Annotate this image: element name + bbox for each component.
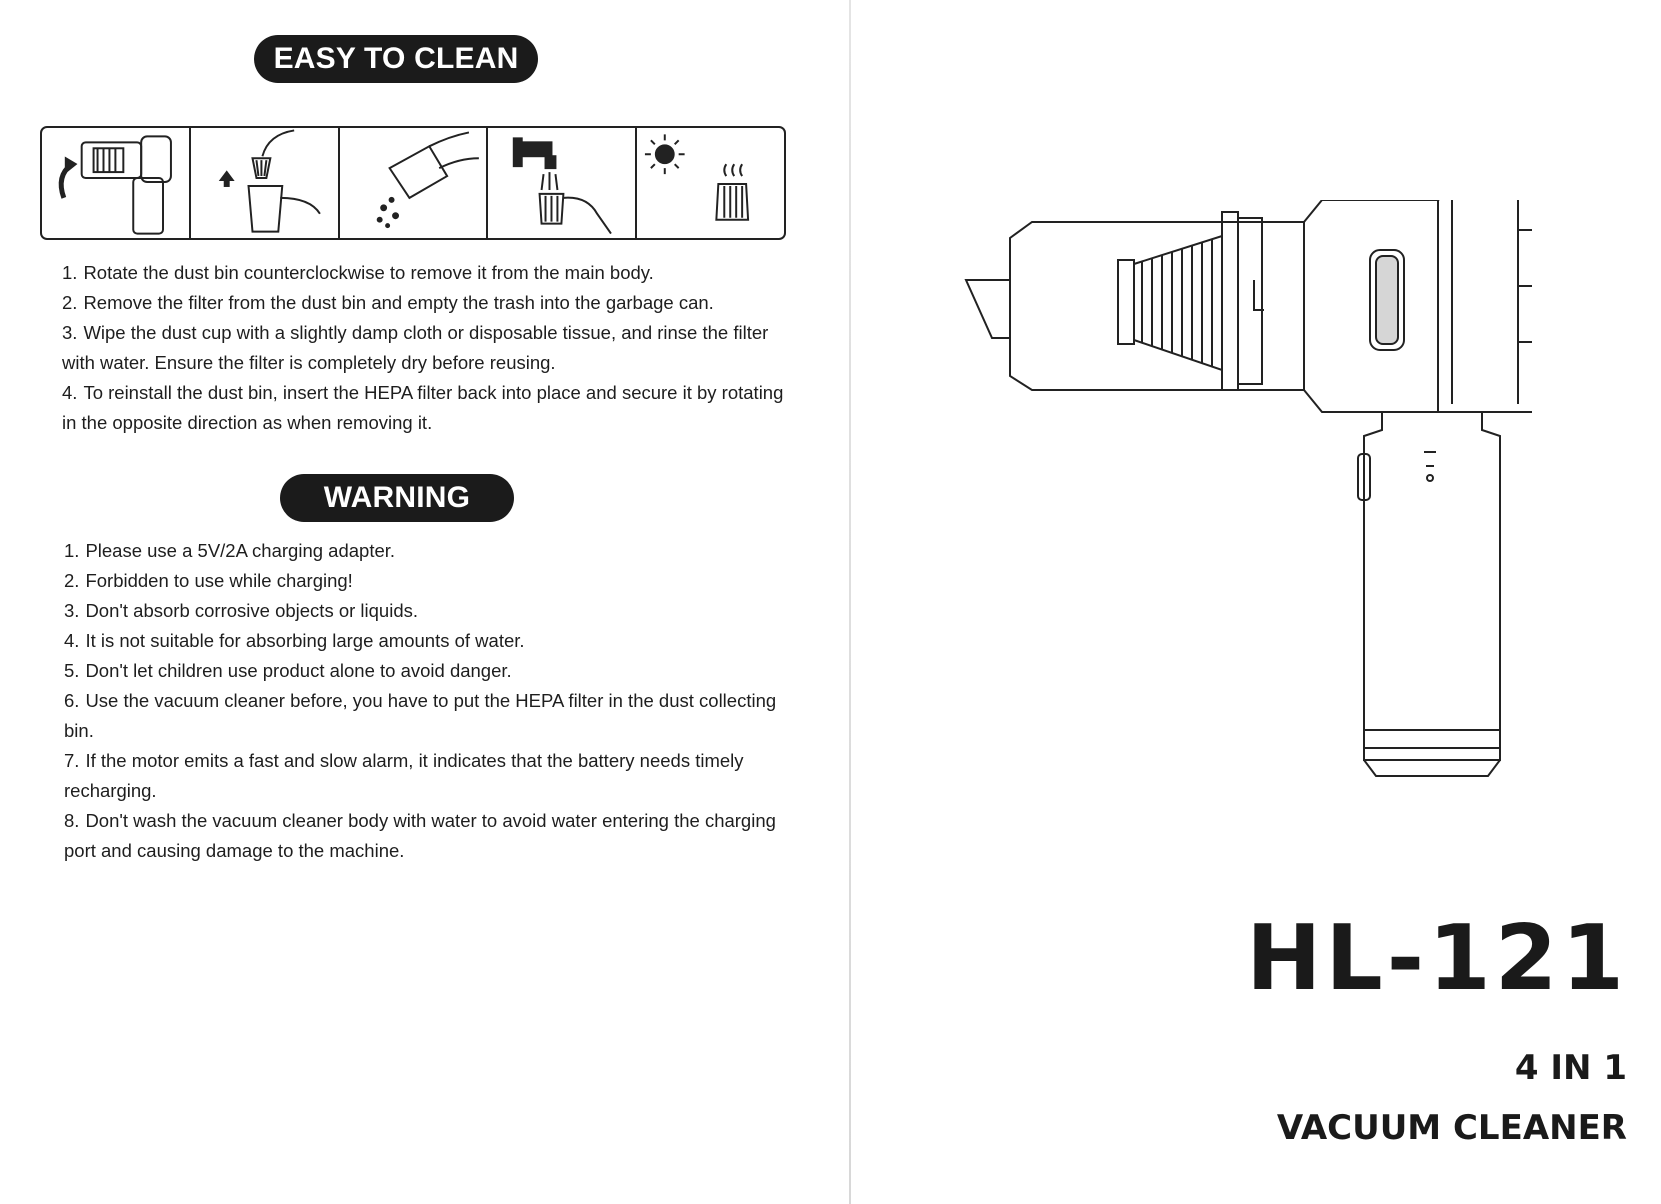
list-item: 8. Don't wash the vacuum cleaner body with water to avoid water entering the charging port and causing damage to the machine. bbox=[64, 810, 776, 861]
cleaning-steps-list bbox=[62, 258, 792, 438]
easy-to-clean-heading: EASY TO CLEAN bbox=[254, 35, 538, 83]
handheld-vacuum-illustration bbox=[952, 200, 1532, 840]
product-subtitle-vacuum: VACUUM CLEANER bbox=[1276, 1108, 1627, 1148]
list-item: 3. Wipe the dust cup with a slightly damp cloth or disposable tissue, and rinse the filter with water. Ensure the filter is completely dry before reusing. bbox=[62, 322, 769, 373]
list-item: 2. Forbidden to use while charging! bbox=[64, 570, 353, 591]
list-item: 4. To reinstall the dust bin, insert the HEPA filter back into place and secure it by rotating in the opposite direction as when removing it. bbox=[62, 382, 784, 433]
list-item: 2. Remove the filter from the dust bin and empty the trash into the garbage can. bbox=[62, 292, 714, 313]
list-item: 5. Don't let children use product alone to avoid danger. bbox=[64, 660, 512, 681]
manual-cover-page bbox=[852, 0, 1661, 1204]
empty-cup-icon bbox=[340, 128, 489, 238]
list-item: 1. Please use a 5V/2A charging adapter. bbox=[64, 540, 396, 561]
warning-heading: WARNING bbox=[280, 474, 514, 522]
rinse-filter-icon bbox=[488, 128, 637, 238]
model-number: HL-121 bbox=[1246, 906, 1628, 1011]
list-item: 4. It is not suitable for absorbing large amounts of water. bbox=[64, 630, 525, 651]
dry-in-sun-icon bbox=[637, 128, 784, 238]
rotate-dust-bin-icon bbox=[42, 128, 191, 238]
list-item: 3. Don't absorb corrosive objects or liquids. bbox=[64, 600, 419, 621]
list-item: 6. Use the vacuum cleaner before, you have to put the HEPA filter in the dust collecting bin. bbox=[64, 690, 777, 741]
list-item: 7. If the motor emits a fast and slow alarm, it indicates that the battery needs timely recharging. bbox=[64, 750, 744, 801]
warnings-list bbox=[64, 536, 784, 866]
remove-filter-icon bbox=[191, 128, 340, 238]
cleaning-steps-illustration bbox=[40, 126, 786, 240]
list-item: 1. Rotate the dust bin counterclockwise to remove it from the main body. bbox=[62, 262, 654, 283]
product-subtitle-4in1: 4 IN 1 bbox=[1514, 1048, 1627, 1088]
